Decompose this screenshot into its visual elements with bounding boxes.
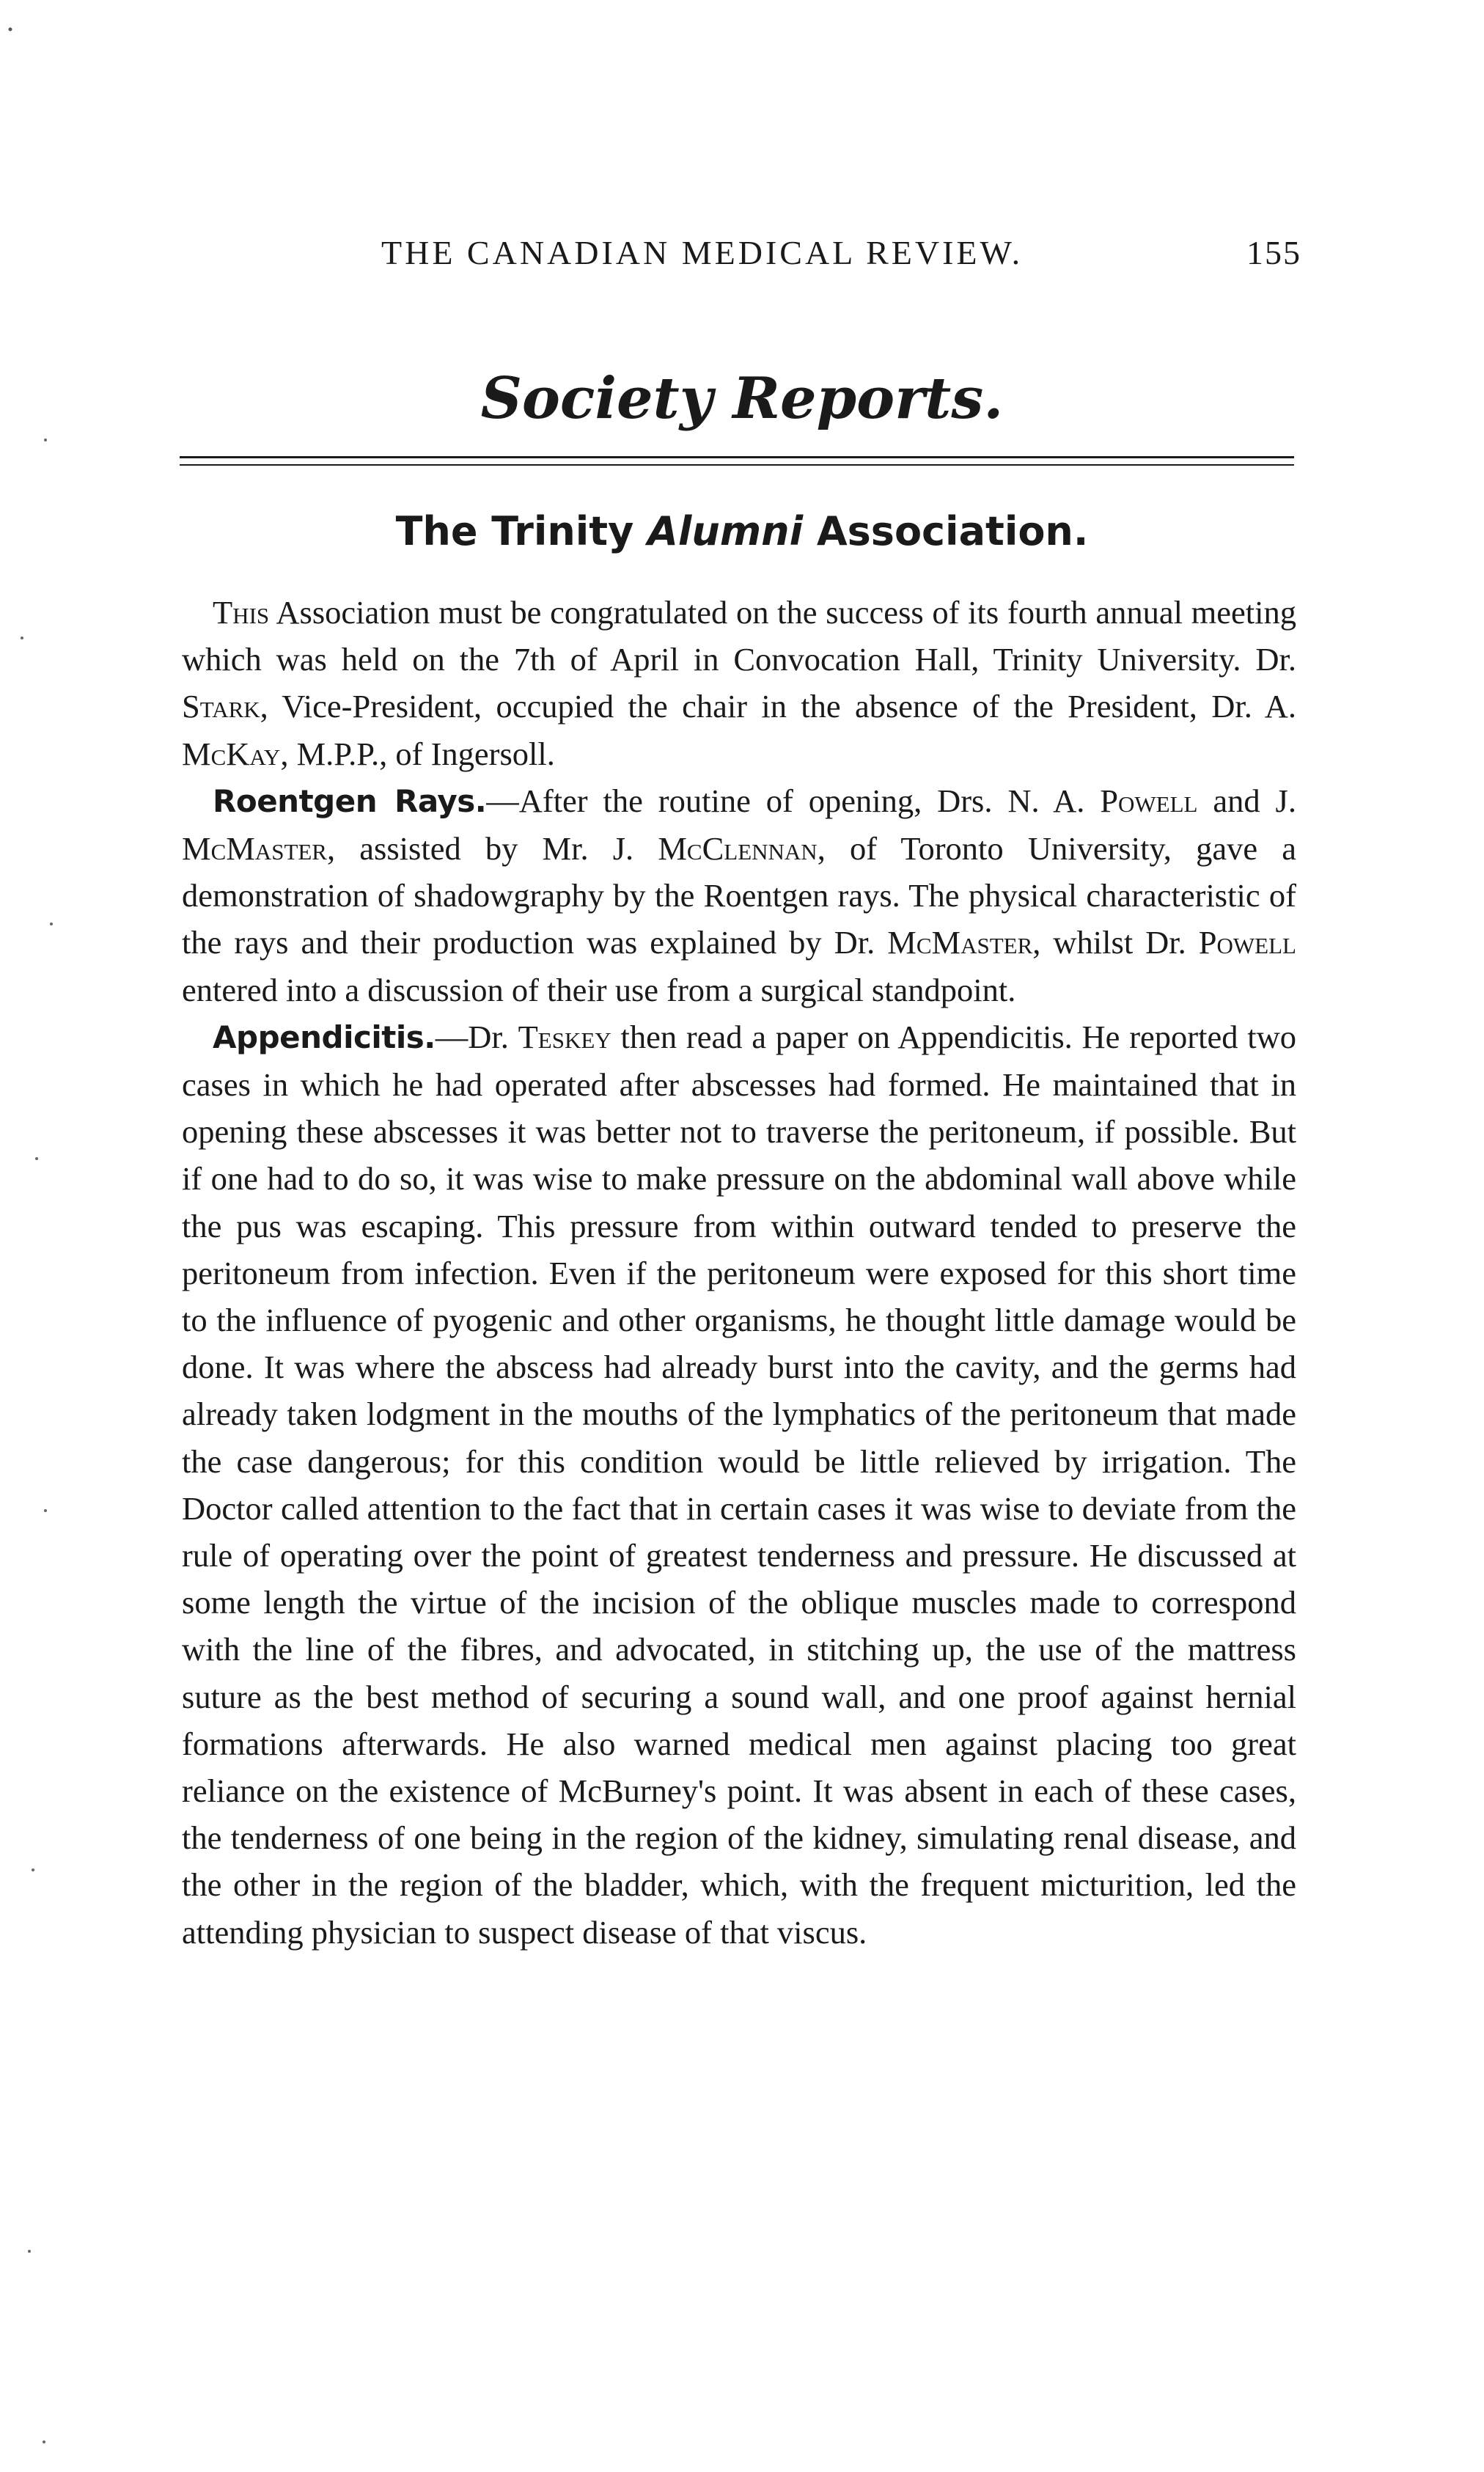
speck-6: [44, 1509, 47, 1512]
name-stark: Stark: [182, 688, 260, 725]
article-title-end: Association.: [803, 508, 1089, 554]
running-title: THE CANADIAN MEDICAL REVIEW.: [381, 234, 1024, 271]
intro-text-1: Association must be congratulated on the success of its fourth annual meeting which was held on the 7th of April in Convocation Hall, Trinity University. Dr.: [182, 594, 1296, 678]
name-powell-2: Powell: [1198, 924, 1296, 961]
roentgen-text-2: and J.: [1197, 782, 1296, 819]
speck-4: [50, 923, 53, 925]
name-teskey: Teskey: [518, 1018, 611, 1055]
speck-5: [35, 1157, 38, 1160]
roentgen-text-6: entered into a discussion of their use from a surgical standpoint.: [182, 971, 1016, 1008]
intro-text-2: , Vice-President, occupied the chair in the absence of the President, Dr. A.: [260, 688, 1296, 725]
roentgen-text-3: , assisted by Mr. J.: [327, 830, 658, 868]
section-title: Society Reports.: [480, 365, 1004, 432]
speck-8: [28, 2250, 31, 2253]
name-mcclennan: McClennan: [658, 830, 818, 868]
appendicitis-text-1: —Dr.: [435, 1018, 518, 1055]
intro-text-3: , M.P.P., of Ingersoll.: [280, 735, 555, 772]
roentgen-text-1: —After the routine of opening, Drs. N. A.: [486, 782, 1101, 819]
name-powell: Powell: [1100, 782, 1198, 819]
speck-7: [32, 1868, 34, 1871]
speck-3: [21, 637, 23, 639]
name-mcmaster-2: McMaster: [887, 924, 1033, 961]
speck-9: [43, 2440, 45, 2443]
speck-1: [9, 28, 12, 32]
article-title-upright: The Trinity: [395, 508, 648, 554]
speck-2: [44, 439, 47, 441]
roentgen-text-4: , of Toronto University, gave a demonstration of shadowgraphy by the Roentgen rays. The physical characteristic of the rays and their production was explained by Dr.: [182, 830, 1296, 961]
appendicitis-text-2: then read a paper on Appendicitis. He reported two cases in which he had operated after abscesses had formed. He maintained that in opening these abscesses it was better not to traverse the peritoneum, if possible. But if one had to do so, it was wise to make pressure on the abdominal wall above while the pus was escaping. This pressure from within outward tended to preserve the peritoneum from infection. Even if the peritoneum were exposed for this short time to the influence of pyogenic and other organisms, he thought little damage would be done. It was where the abscess had already burst into the cavity, and the germs had already taken lodgment in the mouths of the lymphatics of the peritoneum that made the case dangerous; for this condition would be little relieved by irrigation. The Doctor called attention to the fact that in certain cases it was wise to deviate from the rule of operating over the point of greatest tenderness and pressure. He discussed at some length the virtue of the incision of the oblique muscles made to correspond with the line of the fibres, and advocated, in stitching up, the use of the mattress suture as the best method of securing a sound wall, and one proof against hernial formations afterwards. He also warned medical men against placing too great reliance on the existence of McBurney's point. It was absent in each of these cases, the tenderness of one being in the region of the kidney, simulating renal disease, and the other in the region of the bladder, which, with the frequent micturition, led the attending physician to suspect disease of that viscus.: [182, 1018, 1297, 1951]
article-title-italic: Alumni: [647, 508, 804, 554]
appendicitis-heading: Appendicitis.: [213, 1019, 436, 1055]
name-mcmaster: McMaster: [182, 830, 327, 868]
intro-lead-caps: This: [213, 594, 270, 631]
name-mckay: McKay: [182, 735, 281, 772]
roentgen-text-5: , whilst Dr.: [1032, 924, 1199, 961]
roentgen-heading: Roentgen Rays.: [213, 782, 487, 819]
page-number: 155: [1246, 234, 1301, 271]
